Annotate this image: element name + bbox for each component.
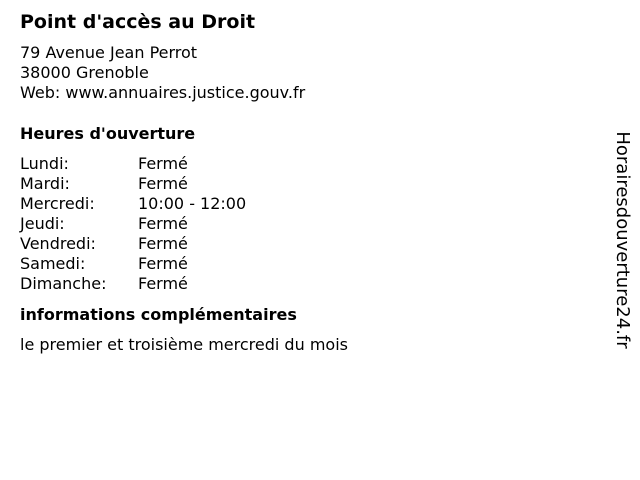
day-hours: Fermé <box>138 214 188 233</box>
day-label: Mercredi: <box>20 194 95 213</box>
day-hours: 10:00 - 12:00 <box>138 194 247 213</box>
day-hours: Fermé <box>138 254 188 273</box>
website-line: Web: www.annuaires.justice.gouv.fr <box>20 83 306 102</box>
hours-row-mercredi <box>20 194 580 214</box>
hours-row-vendredi <box>20 234 580 254</box>
page-title: Point d'accès au Droit <box>20 11 256 33</box>
address-block <box>20 43 580 103</box>
hours-table <box>20 154 580 294</box>
day-hours: Fermé <box>138 174 188 193</box>
info-heading: informations complémentaires <box>20 305 297 324</box>
day-label: Dimanche: <box>20 274 107 293</box>
listing-card <box>20 10 580 355</box>
hours-heading: Heures d'ouverture <box>20 124 196 143</box>
day-hours: Fermé <box>138 234 188 253</box>
city-postcode: 38000 Grenoble <box>20 63 149 82</box>
watermark: Horairesdouverture24.fr <box>612 131 633 349</box>
day-label: Jeudi: <box>20 214 65 233</box>
hours-row-mardi <box>20 174 580 194</box>
day-label: Samedi: <box>20 254 86 273</box>
day-hours: Fermé <box>138 154 188 173</box>
info-text: le premier et troisième mercredi du mois <box>20 335 348 354</box>
day-label: Lundi: <box>20 154 69 173</box>
hours-row-samedi <box>20 254 580 274</box>
hours-row-lundi <box>20 154 580 174</box>
day-label: Vendredi: <box>20 234 96 253</box>
hours-row-jeudi <box>20 214 580 234</box>
day-hours: Fermé <box>138 274 188 293</box>
hours-row-dimanche <box>20 274 580 294</box>
day-label: Mardi: <box>20 174 70 193</box>
street-address: 79 Avenue Jean Perrot <box>20 43 198 62</box>
